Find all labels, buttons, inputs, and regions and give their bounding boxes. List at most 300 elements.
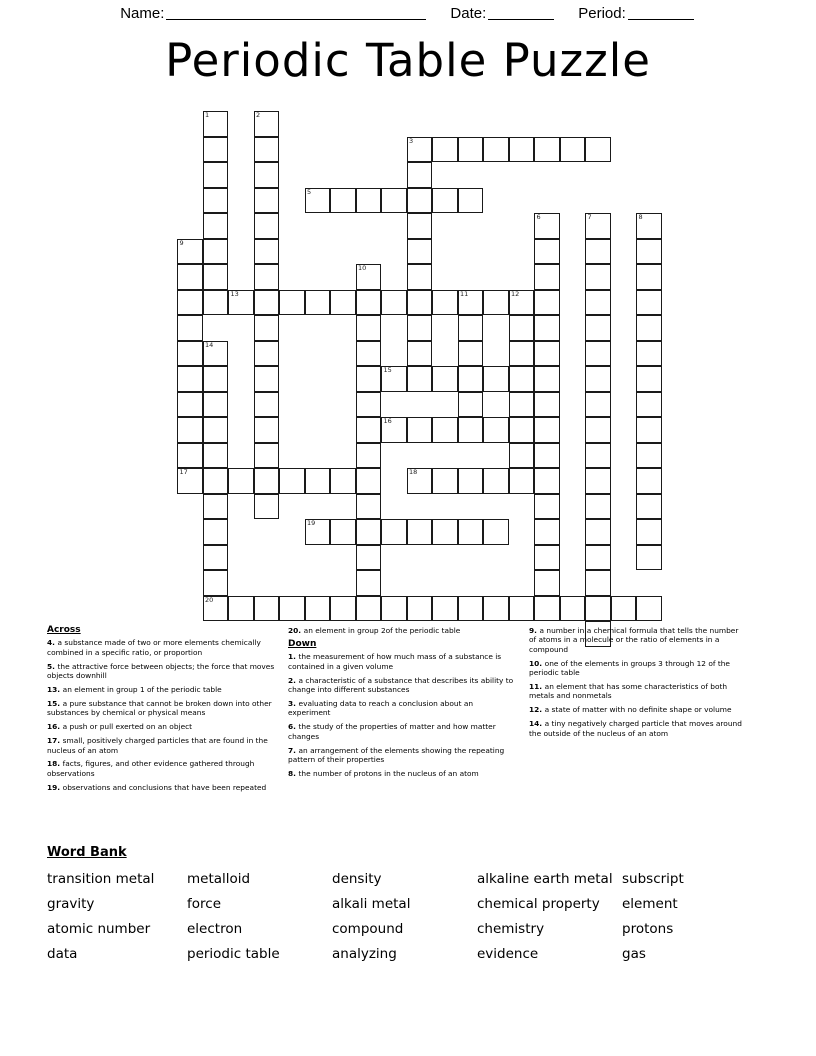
crossword-cell[interactable]: [203, 519, 229, 545]
clue-item: [47, 736, 275, 755]
crossword-cell[interactable]: [254, 315, 280, 341]
crossword-cell[interactable]: [203, 443, 229, 469]
crossword-cell[interactable]: [509, 290, 535, 316]
crossword-cell[interactable]: [636, 264, 662, 290]
crossword-cell[interactable]: [203, 392, 229, 418]
crossword-cell[interactable]: [330, 290, 356, 316]
crossword-cell[interactable]: [636, 417, 662, 443]
word-bank-word[interactable]: force: [187, 896, 221, 912]
crossword-cell[interactable]: [254, 264, 280, 290]
crossword-cell[interactable]: [305, 468, 331, 494]
clue-number: 6: [536, 213, 541, 221]
crossword-cell[interactable]: [330, 468, 356, 494]
crossword-cell[interactable]: [254, 417, 280, 443]
clue-item: [288, 676, 516, 695]
clue-number-label: 9.: [529, 626, 540, 635]
crossword-cell[interactable]: [203, 188, 229, 214]
crossword-cell[interactable]: [483, 290, 509, 316]
crossword-cell[interactable]: [509, 468, 535, 494]
crossword-cell[interactable]: [254, 213, 280, 239]
crossword-cell[interactable]: [585, 570, 611, 596]
clue-item: [47, 662, 275, 681]
clue-text: a push or pull exerted on an object: [62, 722, 193, 732]
crossword-cell[interactable]: [407, 315, 433, 341]
crossword-cell[interactable]: [585, 417, 611, 443]
word-bank-word[interactable]: alkaline earth metal: [477, 871, 613, 887]
crossword-cell[interactable]: [177, 264, 203, 290]
crossword-cell[interactable]: [356, 468, 382, 494]
crossword-cell[interactable]: [254, 596, 280, 622]
crossword-cell[interactable]: [381, 596, 407, 622]
clue-item: [288, 746, 516, 765]
crossword-cell[interactable]: [203, 162, 229, 188]
clue-item: [288, 769, 516, 778]
crossword-cell[interactable]: [228, 290, 254, 316]
clue-text: an element in group 1 of the periodic table: [62, 685, 222, 695]
crossword-cell[interactable]: [279, 290, 305, 316]
crossword-cell[interactable]: [534, 366, 560, 392]
crossword-cell[interactable]: [203, 213, 229, 239]
crossword-cell[interactable]: [254, 468, 280, 494]
crossword-cell[interactable]: [177, 290, 203, 316]
crossword-cell[interactable]: [356, 188, 382, 214]
crossword-cell[interactable]: [585, 239, 611, 265]
crossword-cell[interactable]: [330, 519, 356, 545]
word-bank-word[interactable]: periodic table: [187, 946, 280, 962]
crossword-cell[interactable]: [636, 545, 662, 571]
crossword-cell[interactable]: [432, 519, 458, 545]
across-heading: Across: [47, 625, 81, 635]
crossword-cell[interactable]: [254, 341, 280, 367]
clue-number-label: 6.: [288, 722, 299, 732]
clue-number: 3: [409, 136, 414, 145]
clue-number-label: 10.: [529, 658, 545, 668]
crossword-cell[interactable]: [381, 417, 407, 443]
clue-number-label: 8.: [288, 768, 299, 778]
clue-item: [47, 699, 275, 718]
crossword-cell[interactable]: [483, 468, 509, 494]
clue-text: evaluating data to reach a conclusion about an experiment: [288, 698, 474, 718]
date-label: Date:: [450, 4, 487, 22]
clue-number-label: 20.: [288, 626, 304, 635]
crossword-cell[interactable]: [636, 519, 662, 545]
clue-number-label: 12.: [529, 705, 545, 715]
crossword-cell[interactable]: [381, 290, 407, 316]
crossword-cell[interactable]: [534, 137, 560, 163]
crossword-cell[interactable]: [534, 213, 560, 239]
clue-number-label: 18.: [47, 759, 63, 769]
clue-number: 9: [179, 238, 184, 247]
word-bank-word[interactable]: gravity: [47, 896, 95, 912]
crossword-cell[interactable]: [509, 315, 535, 341]
clue-item: [47, 722, 275, 731]
crossword-cell[interactable]: [585, 468, 611, 494]
crossword-cell[interactable]: [203, 366, 229, 392]
clue-number: 1: [205, 111, 210, 119]
crossword-cell[interactable]: [611, 596, 637, 622]
crossword-cell[interactable]: [509, 366, 535, 392]
crossword-cell[interactable]: [228, 596, 254, 622]
clue-number-label: 4.: [47, 638, 58, 648]
clue-item: [47, 783, 275, 792]
clue-text: the measurement of how much mass of a substance is contained in a given volume: [288, 652, 502, 671]
clue-number: 15: [383, 366, 392, 374]
period-label: Period:: [578, 4, 626, 22]
crossword-cell[interactable]: [407, 239, 433, 265]
crossword-cell[interactable]: [254, 290, 280, 316]
crossword-cell[interactable]: [585, 264, 611, 290]
crossword-cell[interactable]: [636, 596, 662, 622]
crossword-cell[interactable]: [636, 468, 662, 494]
crossword-cell[interactable]: [585, 519, 611, 545]
crossword-cell[interactable]: [305, 188, 331, 214]
crossword-cell[interactable]: [636, 290, 662, 316]
crossword-cell[interactable]: [560, 137, 586, 163]
word-bank-column: [477, 867, 622, 967]
clue-text: small, positively charged particles that are found in the nucleus of an atom: [47, 736, 268, 755]
clue-number-label: 14.: [529, 719, 545, 729]
crossword-cell[interactable]: [356, 392, 382, 418]
word-bank: [47, 845, 767, 967]
clue-text: a tiny negatively charged particle that moves around the outside of the nucleus of an atom: [529, 719, 742, 738]
crossword-cell[interactable]: [279, 468, 305, 494]
crossword-cell[interactable]: [356, 341, 382, 367]
crossword-cell[interactable]: [636, 315, 662, 341]
crossword-cell[interactable]: [534, 596, 560, 622]
crossword-cell[interactable]: [432, 290, 458, 316]
crossword-cell[interactable]: [432, 596, 458, 622]
clue-item: [47, 759, 275, 778]
word-bank-word[interactable]: analyzing: [332, 946, 397, 962]
crossword-cell[interactable]: [483, 596, 509, 622]
crossword-cell[interactable]: [177, 468, 203, 494]
crossword-cell[interactable]: [407, 519, 433, 545]
crossword-cell[interactable]: [203, 111, 229, 137]
clue-number-label: 11.: [529, 682, 545, 692]
crossword-cell[interactable]: [636, 213, 662, 239]
clue-number-label: 15.: [47, 698, 63, 708]
clues-column-across: [47, 626, 275, 797]
crossword-cell[interactable]: [483, 366, 509, 392]
crossword-cell[interactable]: [177, 392, 203, 418]
crossword-cell[interactable]: [534, 494, 560, 520]
crossword-cell[interactable]: [458, 188, 484, 214]
clue-number: 17: [179, 468, 188, 476]
clue-number-label: 13.: [47, 685, 63, 695]
crossword-cell[interactable]: [305, 596, 331, 622]
crossword-cell[interactable]: [458, 341, 484, 367]
crossword-cell[interactable]: [458, 417, 484, 443]
crossword-cell[interactable]: [203, 494, 229, 520]
crossword-cell[interactable]: [636, 443, 662, 469]
crossword-cell[interactable]: [254, 366, 280, 392]
clue-number-label: 16.: [47, 722, 63, 732]
crossword-cell[interactable]: [254, 111, 280, 137]
crossword-cell[interactable]: [381, 366, 407, 392]
crossword-cell[interactable]: [534, 315, 560, 341]
clues-column-down-cont: [529, 626, 744, 743]
crossword-cell[interactable]: [458, 468, 484, 494]
crossword-cell[interactable]: [458, 392, 484, 418]
crossword-cell[interactable]: [509, 443, 535, 469]
crossword-cell[interactable]: [636, 366, 662, 392]
word-bank-heading: Word Bank: [47, 845, 127, 860]
clue-item: [288, 626, 516, 635]
crossword-cell[interactable]: [228, 468, 254, 494]
clue-number: 11: [460, 289, 469, 298]
clue-item: [288, 699, 516, 718]
clue-number: 10: [358, 264, 367, 272]
clue-number-label: 17.: [47, 736, 63, 746]
crossword-cell[interactable]: [305, 519, 331, 545]
crossword-cell[interactable]: [458, 137, 484, 163]
word-bank-word[interactable]: subscript: [622, 871, 684, 887]
crossword-cell[interactable]: [254, 239, 280, 265]
crossword-cell[interactable]: [356, 570, 382, 596]
clue-text: an arrangement of the elements showing the repeating pattern of their properties: [288, 745, 505, 764]
crossword-cell[interactable]: [177, 366, 203, 392]
clue-number-label: 3.: [288, 698, 299, 708]
clues-section: [0, 626, 816, 836]
crossword-cell[interactable]: [203, 264, 229, 290]
crossword-cell[interactable]: [585, 213, 611, 239]
clue-number-label: 7.: [288, 745, 299, 755]
crossword-cell[interactable]: [585, 290, 611, 316]
clue-text: one of the elements in groups 3 through 12 of the periodic table: [529, 658, 730, 678]
word-bank-column: [332, 867, 477, 967]
crossword-cell[interactable]: [585, 315, 611, 341]
clue-number: 14: [205, 340, 214, 349]
crossword-cell[interactable]: [407, 264, 433, 290]
word-bank-word[interactable]: transition metal: [47, 871, 155, 887]
crossword-cell[interactable]: [509, 417, 535, 443]
crossword-cell[interactable]: [356, 315, 382, 341]
clue-number: 13: [230, 289, 239, 298]
crossword-cell[interactable]: [585, 545, 611, 571]
clue-text: observations and conclusions that have been repeated: [62, 782, 267, 792]
clue-text: an element in group 2of the periodic table: [303, 626, 461, 635]
crossword-cell[interactable]: [407, 417, 433, 443]
crossword-cell[interactable]: [356, 494, 382, 520]
crossword-cell[interactable]: [509, 596, 535, 622]
crossword-cell[interactable]: [330, 188, 356, 214]
crossword-cell[interactable]: [356, 417, 382, 443]
crossword-cell[interactable]: [177, 341, 203, 367]
crossword-cell[interactable]: [534, 417, 560, 443]
crossword-cell[interactable]: [407, 162, 433, 188]
word-bank-word[interactable]: chemical property: [477, 896, 600, 912]
crossword-cell[interactable]: [534, 545, 560, 571]
clue-number: 16: [383, 417, 392, 425]
crossword-cell[interactable]: [483, 417, 509, 443]
clue-text: the number of protons in the nucleus of an atom: [298, 768, 479, 778]
clue-text: a pure substance that cannot be broken down into other substances by chemical or physical means: [47, 698, 272, 718]
crossword-cell[interactable]: [636, 494, 662, 520]
crossword-cell[interactable]: [356, 443, 382, 469]
crossword-cell[interactable]: [381, 188, 407, 214]
clue-number: 19: [307, 519, 316, 527]
crossword-cell[interactable]: [509, 137, 535, 163]
crossword-cell[interactable]: [203, 545, 229, 571]
word-bank-column: [47, 867, 187, 967]
clue-text: a number in a chemical formula that tells the number of atoms in a molecule or the ratio of elements in a compound: [529, 626, 739, 654]
clue-text: facts, figures, and other evidence gathered through observations: [47, 759, 255, 778]
clue-item: [529, 705, 744, 714]
crossword-cell[interactable]: [534, 570, 560, 596]
crossword-cell[interactable]: [585, 366, 611, 392]
crossword-cell[interactable]: [203, 417, 229, 443]
word-bank-column: [187, 867, 332, 967]
crossword-cell[interactable]: [432, 366, 458, 392]
clue-item: [47, 685, 275, 694]
crossword-cell[interactable]: [407, 366, 433, 392]
crossword-cell[interactable]: [254, 443, 280, 469]
crossword-cell[interactable]: [534, 239, 560, 265]
crossword-cell[interactable]: [534, 341, 560, 367]
crossword-cell[interactable]: [254, 162, 280, 188]
crossword-cell[interactable]: [177, 315, 203, 341]
crossword-cell[interactable]: [458, 366, 484, 392]
crossword-cell[interactable]: [585, 137, 611, 163]
clue-item: [529, 659, 744, 678]
word-bank-word[interactable]: density: [332, 871, 382, 887]
clue-text: a state of matter with no definite shape or volume: [544, 705, 732, 715]
clue-number: 12: [511, 289, 520, 298]
word-bank-word[interactable]: protons: [622, 921, 674, 937]
clues-column-down: [288, 626, 516, 783]
crossword-cell[interactable]: [509, 341, 535, 367]
word-bank-word[interactable]: data: [47, 946, 78, 962]
crossword-cell[interactable]: [203, 239, 229, 265]
crossword-cell[interactable]: [458, 315, 484, 341]
crossword-cell[interactable]: [356, 290, 382, 316]
crossword-cell[interactable]: [534, 290, 560, 316]
word-bank-word[interactable]: compound: [332, 921, 404, 937]
clue-text: a substance made of two or more elements chemically combined in a specific ratio, or proportion: [47, 638, 261, 657]
crossword-cell[interactable]: [636, 392, 662, 418]
word-bank-word[interactable]: atomic number: [47, 921, 151, 937]
down-heading: Down: [288, 638, 317, 649]
crossword-cell[interactable]: [534, 392, 560, 418]
crossword-cell[interactable]: [458, 596, 484, 622]
crossword-cell[interactable]: [560, 596, 586, 622]
clue-number-label: 19.: [47, 782, 63, 792]
crossword-cell[interactable]: [483, 519, 509, 545]
clue-number-label: 1.: [288, 652, 299, 662]
crossword-cell[interactable]: [177, 417, 203, 443]
word-bank-word[interactable]: element: [622, 896, 678, 912]
crossword-cell[interactable]: [509, 392, 535, 418]
crossword-cell[interactable]: [407, 137, 433, 163]
crossword-cell[interactable]: [279, 596, 305, 622]
crossword-cell[interactable]: [203, 570, 229, 596]
crossword-cell[interactable]: [534, 264, 560, 290]
crossword-cell[interactable]: [407, 290, 433, 316]
crossword-cell[interactable]: [381, 519, 407, 545]
clue-item: [288, 652, 516, 671]
crossword-cell[interactable]: [585, 596, 611, 622]
clue-number: 20: [205, 595, 214, 604]
crossword-cell[interactable]: [636, 239, 662, 265]
crossword-cell[interactable]: [407, 341, 433, 367]
crossword-cell[interactable]: [203, 137, 229, 163]
crossword-cell[interactable]: [432, 468, 458, 494]
crossword-cell[interactable]: [534, 468, 560, 494]
clue-number-label: 2.: [288, 675, 299, 685]
clue-number-label: 5.: [47, 661, 58, 671]
clue-text: the study of the properties of matter and how matter changes: [288, 722, 496, 741]
crossword-cell[interactable]: [254, 494, 280, 520]
crossword-cell[interactable]: [356, 264, 382, 290]
crossword-cell[interactable]: [432, 417, 458, 443]
crossword-cell[interactable]: [585, 494, 611, 520]
clue-item: [529, 682, 744, 701]
clue-text: an element that has some characteristics of both metals and nonmetals: [529, 682, 728, 701]
crossword-cell[interactable]: [534, 519, 560, 545]
word-bank-word[interactable]: gas: [622, 946, 646, 962]
crossword-cell[interactable]: [407, 188, 433, 214]
crossword-cell[interactable]: [330, 596, 356, 622]
word-bank-word[interactable]: electron: [187, 921, 243, 937]
crossword-cell[interactable]: [407, 213, 433, 239]
clue-text: the attractive force between objects; the force that moves objects downhill: [47, 661, 275, 681]
crossword-cell[interactable]: [458, 290, 484, 316]
crossword-cell[interactable]: [177, 239, 203, 265]
word-bank-word[interactable]: metalloid: [187, 871, 251, 887]
crossword-cell[interactable]: [432, 137, 458, 163]
word-bank-column: [622, 867, 742, 967]
crossword-cell[interactable]: [254, 188, 280, 214]
clue-text: a characteristic of a substance that describes its ability to change into different substances: [288, 675, 514, 695]
crossword-cell[interactable]: [483, 137, 509, 163]
name-label: Name:: [120, 4, 165, 22]
crossword-cell[interactable]: [203, 468, 229, 494]
clue-item: [47, 638, 275, 657]
crossword-cell[interactable]: [407, 596, 433, 622]
crossword-cell[interactable]: [356, 366, 382, 392]
clue-item: [288, 722, 516, 741]
clue-item: [529, 719, 744, 738]
word-bank-grid: [47, 867, 767, 967]
clue-number: 8: [638, 213, 643, 221]
clue-number: 2: [256, 111, 261, 119]
crossword-cell[interactable]: [585, 392, 611, 418]
crossword-cell[interactable]: [305, 290, 331, 316]
crossword-cell[interactable]: [203, 341, 229, 367]
crossword-cell[interactable]: [254, 392, 280, 418]
crossword-cell[interactable]: [585, 443, 611, 469]
clue-number: 18: [409, 468, 418, 476]
word-bank-word[interactable]: chemistry: [477, 921, 545, 937]
page-title: Periodic Table Puzzle: [165, 34, 651, 87]
crossword-cell[interactable]: [177, 443, 203, 469]
crossword-cell[interactable]: [585, 341, 611, 367]
clue-number: 5: [307, 187, 312, 196]
crossword-cell[interactable]: [356, 545, 382, 571]
crossword-cell[interactable]: [356, 596, 382, 622]
crossword-cell[interactable]: [203, 596, 229, 622]
crossword-cell[interactable]: [203, 290, 229, 316]
crossword-cell[interactable]: [534, 443, 560, 469]
crossword-cell[interactable]: [432, 188, 458, 214]
word-bank-word[interactable]: alkali metal: [332, 896, 411, 912]
crossword-cell[interactable]: [356, 519, 382, 545]
crossword-cell[interactable]: [636, 341, 662, 367]
crossword-cell[interactable]: [458, 519, 484, 545]
crossword-cell[interactable]: [407, 468, 433, 494]
word-bank-word[interactable]: evidence: [477, 946, 539, 962]
crossword-cell[interactable]: [254, 137, 280, 163]
